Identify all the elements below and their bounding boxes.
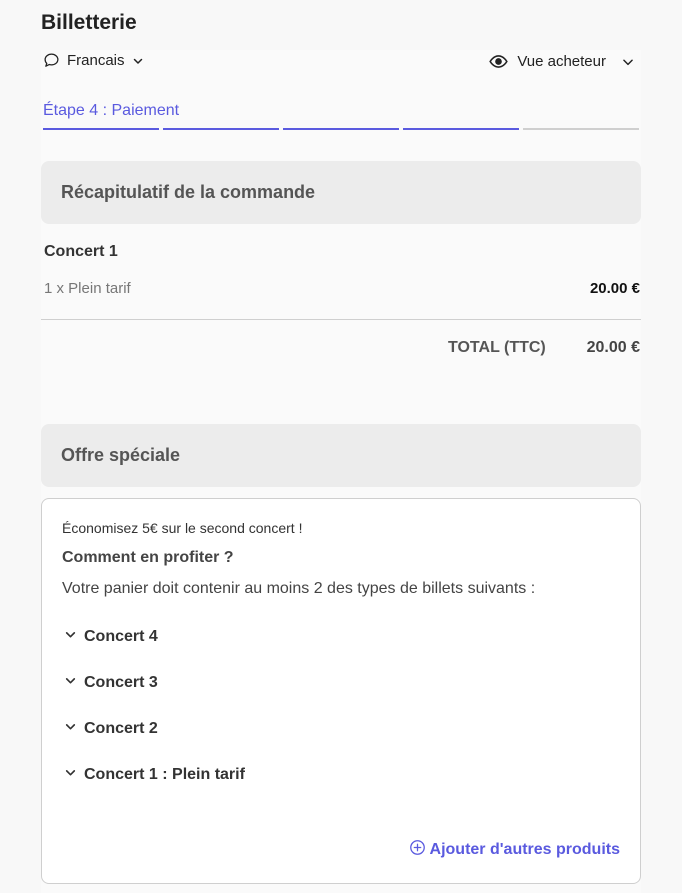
page-title: Billetterie [41,11,137,34]
plus-circle-icon [409,839,426,861]
step-segment-4 [403,128,519,130]
view-mode-label: Vue acheteur [517,53,606,70]
add-products-label: Ajouter d'autres produits [429,841,620,858]
step-segment-2 [163,128,279,130]
summary-divider [41,319,641,320]
chevron-down-icon [64,720,77,738]
chevron-down-icon [64,674,77,692]
chevron-down-icon [64,628,77,646]
special-offer-heading: Offre spéciale [41,424,641,487]
offer-product-label: Concert 1 : Plein tarif [84,766,245,783]
total-label: TOTAL (TTC) [448,339,546,356]
offer-product-label: Concert 3 [84,674,158,691]
chat-bubble-icon [43,52,60,69]
offer-product-concert-1[interactable] [64,766,245,784]
order-item-name: Concert 1 [44,243,118,260]
offer-product-concert-3[interactable] [64,674,158,692]
chevron-down-icon [621,55,635,69]
step-segment-1 [43,128,159,130]
step-segment-5 [523,128,639,130]
step-progress [43,128,639,131]
offer-description: Économisez 5€ sur le second concert ! [62,520,303,536]
chevron-down-icon [132,55,144,67]
offer-product-concert-2[interactable] [64,720,158,738]
language-label: Francais [67,52,125,69]
offer-how-title: Comment en profiter ? [62,549,234,566]
add-products-button[interactable] [409,839,620,861]
offer-product-concert-4[interactable] [64,628,158,646]
order-item-price: 20.00 € [589,280,640,297]
total-value: 20.00 € [586,339,640,356]
chevron-down-icon [64,766,77,784]
language-selector[interactable] [43,52,144,69]
order-summary-heading: Récapitulatif de la commande [41,161,641,224]
special-offer-card [41,498,641,884]
offer-product-label: Concert 2 [84,720,158,737]
order-item-line: 1 x Plein tarif [44,280,131,297]
current-step-label: Étape 4 : Paiement [43,102,180,119]
view-mode-selector[interactable] [489,52,635,71]
eye-icon [489,52,508,71]
offer-product-label: Concert 4 [84,628,158,645]
step-segment-3 [283,128,399,130]
offer-rule: Votre panier doit contenir au moins 2 des types de billets suivants : [62,580,536,597]
